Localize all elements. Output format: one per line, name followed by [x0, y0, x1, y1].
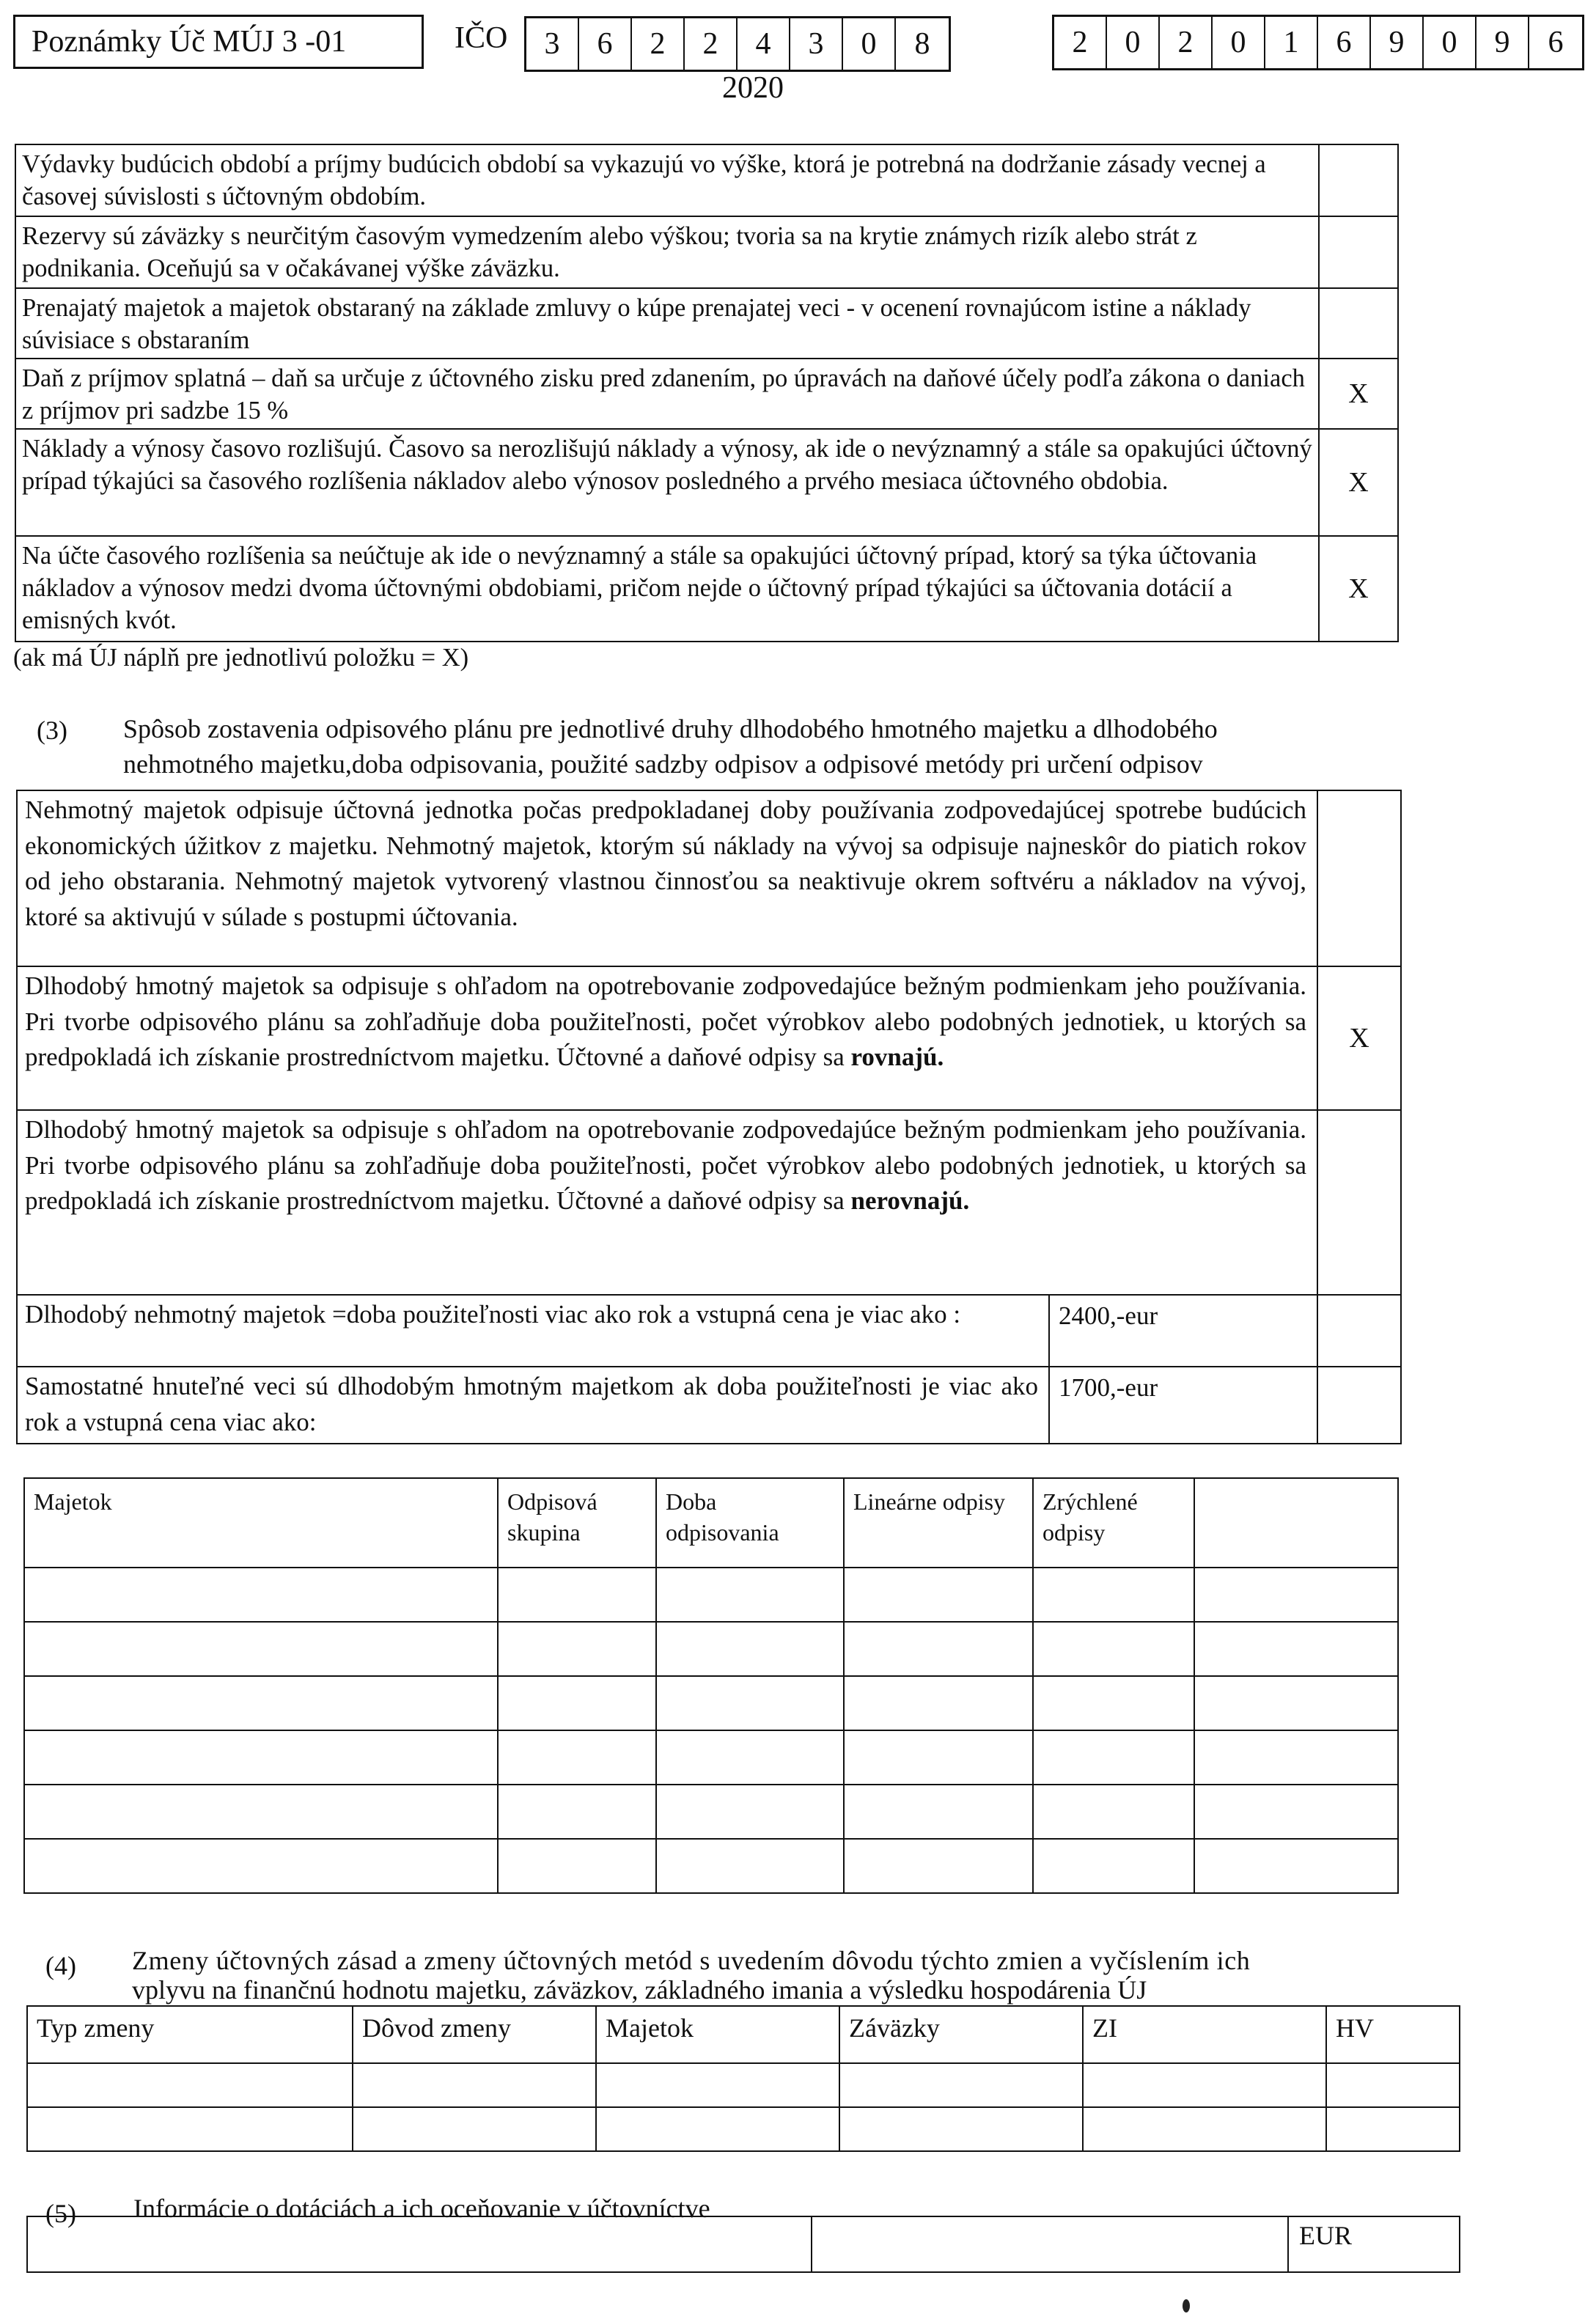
col-header-zrychlene-odpisy: Zrýchlené odpisy	[1033, 1478, 1194, 1568]
table-row	[15, 144, 1398, 216]
col-header-hv: HV	[1326, 2006, 1460, 2063]
cell[interactable]	[498, 1568, 656, 1622]
accounting-policies-table	[15, 144, 1399, 642]
policy-text: Náklady a výnosy časovo rozlišujú. Časovo sa nerozlišujú náklady a výnosy, ak ide o nevýznamný a stále sa opakujúci účtovný prípad týkajúci sa časového rozlíšenia nákladov alebo výnosov posledného a prvého mesiaca účtovného obdobia.	[15, 429, 1319, 536]
section-3-title-line1: Spôsob zostavenia odpisového plánu pre jednotlivé druhy dlhodobého hmotného majetku a dlhodobého	[123, 714, 1218, 743]
policy-text: Prenajatý majetok a majetok obstaraný na základe zmluvy o kúpe prenajatej veci - v ocenení rovnajúcom istine a náklady súvisiace s obstaraním	[15, 288, 1319, 359]
dic-digit[interactable]: 0	[1107, 17, 1160, 68]
cell[interactable]	[1033, 1730, 1194, 1785]
section-5-title: Informácie o dotáciách a ich oceňovanie v účtovníctve	[133, 2194, 710, 2223]
cell[interactable]	[844, 1839, 1033, 1893]
table-row	[24, 1839, 1398, 1893]
dic-digit-boxes	[1052, 15, 1584, 70]
table-row	[17, 1110, 1401, 1295]
dic-digit[interactable]: 2	[1160, 17, 1213, 68]
ico-digit[interactable]: 3	[790, 18, 843, 70]
depreciation-mark-cell[interactable]: X	[1317, 966, 1401, 1110]
dic-digit[interactable]: 9	[1371, 17, 1424, 68]
policy-mark-cell[interactable]: X	[1319, 536, 1398, 642]
asset-depreciation-table	[23, 1477, 1399, 1894]
dic-digit[interactable]: 1	[1265, 17, 1318, 68]
col-header-odpisova-skupina: Odpisová skupina	[498, 1478, 656, 1568]
col-header-zavazky: Záväzky	[839, 2006, 1083, 2063]
depreciation-text: Dlhodobý hmotný majetok sa odpisuje s ohľadom na opotrebovanie zodpovedajúce bežným podmienkam jeho používania. Pri tvorbe odpisového plánu sa zohľadňuje doba použiteľnosti, počet výrobkov alebo podobných jednotiek, u ktorých sa predpokladá ich získanie prostredníctvom majetku. Účtovné a daňové odpisy sa nerovnajú.	[17, 1110, 1317, 1295]
cell[interactable]	[1326, 2107, 1460, 2151]
threshold-mark-cell[interactable]	[1317, 1367, 1401, 1444]
form-title: Poznámky Úč MÚJ 3 -01	[32, 25, 347, 59]
cell[interactable]	[498, 1622, 656, 1676]
section-4-title-line2: vplyvu na finančnú hodnotu majetku, záväzkov, základného imania a výsledku hospodárenia ÚJ	[132, 1975, 1147, 2005]
section-4-title-line1: Zmeny účtovných zásad a zmeny účtovných metód s uvedením dôvodu týchto zmien a vyčíslením ich	[132, 1946, 1251, 1975]
cell[interactable]	[1033, 1839, 1194, 1893]
ico-digit[interactable]: 0	[843, 18, 896, 70]
ico-label: IČO	[455, 21, 508, 55]
cell[interactable]	[1194, 1622, 1398, 1676]
table-row	[17, 966, 1401, 1110]
cell[interactable]	[1194, 1568, 1398, 1622]
policy-text: Na účte časového rozlíšenia sa neúčtuje ak ide o nevýznamný a stále sa opakujúci účtovný prípad, ktorý sa týka účtovania nákladov a výnosov medzi dvoma účtovnými obdobiami, pričom nejde o účtovný prípad týkajúci sa účtovania dotácií a emisných kvót.	[15, 536, 1319, 642]
col-header-majetok: Majetok	[596, 2006, 839, 2063]
subsidy-value-cell[interactable]	[812, 2216, 1288, 2272]
col-header-majetok: Majetok	[24, 1478, 498, 1568]
ico-digit[interactable]: 2	[685, 18, 738, 70]
depreciation-text: Dlhodobý hmotný majetok sa odpisuje s ohľadom na opotrebovanie zodpovedajúce bežným podmienkam jeho používania. Pri tvorbe odpisového plánu sa zohľadňuje doba použiteľnosti, počet výrobkov alebo podobných jednotiek, u ktorých sa predpokladá ich získanie prostredníctvom majetku. Účtovné a daňové odpisy sa rovnajú.	[17, 966, 1317, 1110]
col-header-zi: ZI	[1083, 2006, 1326, 2063]
policy-mark-cell[interactable]: X	[1319, 359, 1398, 429]
threshold-text: Dlhodobý nehmotný majetok =doba použiteľnosti viac ako rok a vstupná cena je viac ako :	[17, 1295, 1049, 1367]
col-header-typ-zmeny: Typ zmeny	[27, 2006, 353, 2063]
cell[interactable]	[596, 2063, 839, 2107]
table-row	[24, 1622, 1398, 1676]
depreciation-methods-table	[16, 790, 1402, 1444]
table-row	[15, 216, 1398, 288]
cell[interactable]	[1326, 2063, 1460, 2107]
threshold-text: Samostatné hnuteľné veci sú dlhodobým hmotným majetkom ak doba použiteľnosti je viac ako rok a vstupná cena viac ako:	[17, 1367, 1049, 1444]
threshold-row	[17, 1367, 1401, 1444]
subsidy-description-cell[interactable]	[27, 2216, 812, 2272]
cell[interactable]	[656, 1730, 844, 1785]
table-row	[17, 790, 1401, 966]
cell[interactable]	[1194, 1785, 1398, 1839]
ico-digit[interactable]: 4	[738, 18, 790, 70]
emphasis-nerovnaju: nerovnajú.	[850, 1186, 970, 1215]
table-row	[24, 1785, 1398, 1839]
cell[interactable]	[498, 1785, 656, 1839]
table-row	[15, 429, 1398, 536]
cell[interactable]	[498, 1676, 656, 1730]
cell[interactable]	[24, 1568, 498, 1622]
dic-digit[interactable]: 2	[1054, 17, 1107, 68]
policies-note: (ak má ÚJ náplň pre jednotlivú položku = X)	[13, 644, 469, 672]
cell[interactable]	[1033, 1676, 1194, 1730]
cell[interactable]	[656, 1839, 844, 1893]
table-row	[27, 2216, 1460, 2272]
cell[interactable]	[844, 1622, 1033, 1676]
cell[interactable]	[844, 1676, 1033, 1730]
cell[interactable]	[24, 1622, 498, 1676]
cell[interactable]	[1033, 1568, 1194, 1622]
cell[interactable]	[844, 1730, 1033, 1785]
col-header-dovod-zmeny: Dôvod zmeny	[353, 2006, 596, 2063]
policy-mark-cell[interactable]	[1319, 216, 1398, 288]
table-row	[24, 1676, 1398, 1730]
section-3-title-line2: nehmotného majetku,doba odpisovania, použité sadzby odpisov a odpisové metódy pri určení odpisov	[123, 749, 1203, 779]
dic-digit[interactable]: 9	[1477, 17, 1529, 68]
depreciation-text: Nehmotný majetok odpisuje účtovná jednotka počas predpokladanej doby používania zodpovedajúcej spotrebe budúcich ekonomických úžitkov z majetku. Nehmotný majetok, ktorým sú náklady na vývoj sa odpisuje najneskôr do piatich rokov od jeho obstarania. Nehmotný majetok vytvorený vlastnou činnosťou sa neaktivuje okrem softvéru a nákladov na vývoj, ktoré sa aktivujú v súlade s postupmi účtovania.	[17, 790, 1317, 966]
cell[interactable]	[27, 2107, 353, 2151]
table-row	[27, 2063, 1460, 2107]
policy-mark-cell[interactable]	[1319, 144, 1398, 216]
cell[interactable]	[24, 1730, 498, 1785]
threshold-mark-cell[interactable]	[1317, 1295, 1401, 1367]
threshold-value[interactable]: 2400,-eur	[1049, 1295, 1317, 1367]
depreciation-mark-cell[interactable]	[1317, 1110, 1401, 1295]
cell[interactable]	[1033, 1785, 1194, 1839]
policy-text: Daň z príjmov splatná – daň sa určuje z účtovného zisku pred zdanením, po úpravách na daňové účely podľa zákona o daniach z príjmov pri sadzbe 15 %	[15, 359, 1319, 429]
ico-digit-boxes	[524, 16, 951, 72]
cell[interactable]	[596, 2107, 839, 2151]
cell[interactable]	[656, 1676, 844, 1730]
table-row	[24, 1730, 1398, 1785]
cell[interactable]	[844, 1785, 1033, 1839]
table-row	[15, 359, 1398, 429]
col-header-blank	[1194, 1478, 1398, 1568]
policy-text: Rezervy sú záväzky s neurčitým časovým vymedzením alebo výškou; tvoria sa na krytie známych rizík alebo strát z podnikania. Oceňujú sa v očakávanej výške záväzku.	[15, 216, 1319, 288]
ico-digit[interactable]: 3	[526, 18, 579, 70]
threshold-row	[17, 1295, 1401, 1367]
threshold-value[interactable]: 1700,-eur	[1049, 1367, 1317, 1444]
section-4-number: (4)	[45, 1951, 76, 1980]
cell[interactable]	[656, 1785, 844, 1839]
cell[interactable]	[1083, 2107, 1326, 2151]
cell[interactable]	[1194, 1676, 1398, 1730]
ico-digit[interactable]: 8	[914, 27, 930, 61]
form-title-box	[13, 15, 424, 69]
table-header-row	[27, 2006, 1460, 2063]
cell[interactable]	[1194, 1839, 1398, 1893]
ico-digit[interactable]: 2	[632, 18, 685, 70]
emphasis-rovnaju: rovnajú.	[850, 1043, 944, 1071]
cell[interactable]	[27, 2063, 353, 2107]
year: 2020	[722, 71, 784, 105]
dic-digit[interactable]: 0	[1213, 17, 1265, 68]
cell[interactable]	[1033, 1622, 1194, 1676]
policy-text: Výdavky budúcich období a príjmy budúcich období sa vykazujú vo výške, ktorá je potrebná na dodržanie zásady vecnej a časovej súvislosti s účtovným obdobím.	[15, 144, 1319, 216]
subsidies-table	[26, 2216, 1460, 2273]
cell[interactable]	[1083, 2063, 1326, 2107]
cell[interactable]	[24, 1785, 498, 1839]
dic-digit[interactable]: 6	[1548, 26, 1564, 59]
cell[interactable]	[656, 1622, 844, 1676]
accounting-changes-table	[26, 2005, 1460, 2152]
table-row	[15, 288, 1398, 359]
dic-digit[interactable]: 6	[1318, 17, 1371, 68]
cell[interactable]	[353, 2107, 596, 2151]
table-row	[24, 1568, 1398, 1622]
ico-digit[interactable]: 6	[579, 18, 632, 70]
cell[interactable]	[353, 2063, 596, 2107]
section-5-number: (5)	[45, 2199, 76, 2228]
policy-mark-cell[interactable]	[1319, 288, 1398, 359]
cell[interactable]	[844, 1568, 1033, 1622]
cell[interactable]	[656, 1568, 844, 1622]
section-3-number: (3)	[37, 716, 67, 745]
cell[interactable]	[839, 2063, 1083, 2107]
table-row	[27, 2107, 1460, 2151]
cell[interactable]	[498, 1839, 656, 1893]
policy-mark-cell[interactable]: X	[1319, 429, 1398, 536]
col-header-doba-odpisovania: Doba odpisovania	[656, 1478, 844, 1568]
col-header-linearne-odpisy: Lineárne odpisy	[844, 1478, 1033, 1568]
currency-cell: EUR	[1288, 2216, 1460, 2272]
cell[interactable]	[1194, 1730, 1398, 1785]
cell[interactable]	[24, 1676, 498, 1730]
scan-artifact-dot	[1183, 2299, 1190, 2312]
cell[interactable]	[839, 2107, 1083, 2151]
depreciation-mark-cell[interactable]	[1317, 790, 1401, 966]
table-row	[15, 536, 1398, 642]
cell[interactable]	[24, 1839, 498, 1893]
dic-digit[interactable]: 0	[1424, 17, 1477, 68]
cell[interactable]	[498, 1730, 656, 1785]
table-header-row	[24, 1478, 1398, 1568]
